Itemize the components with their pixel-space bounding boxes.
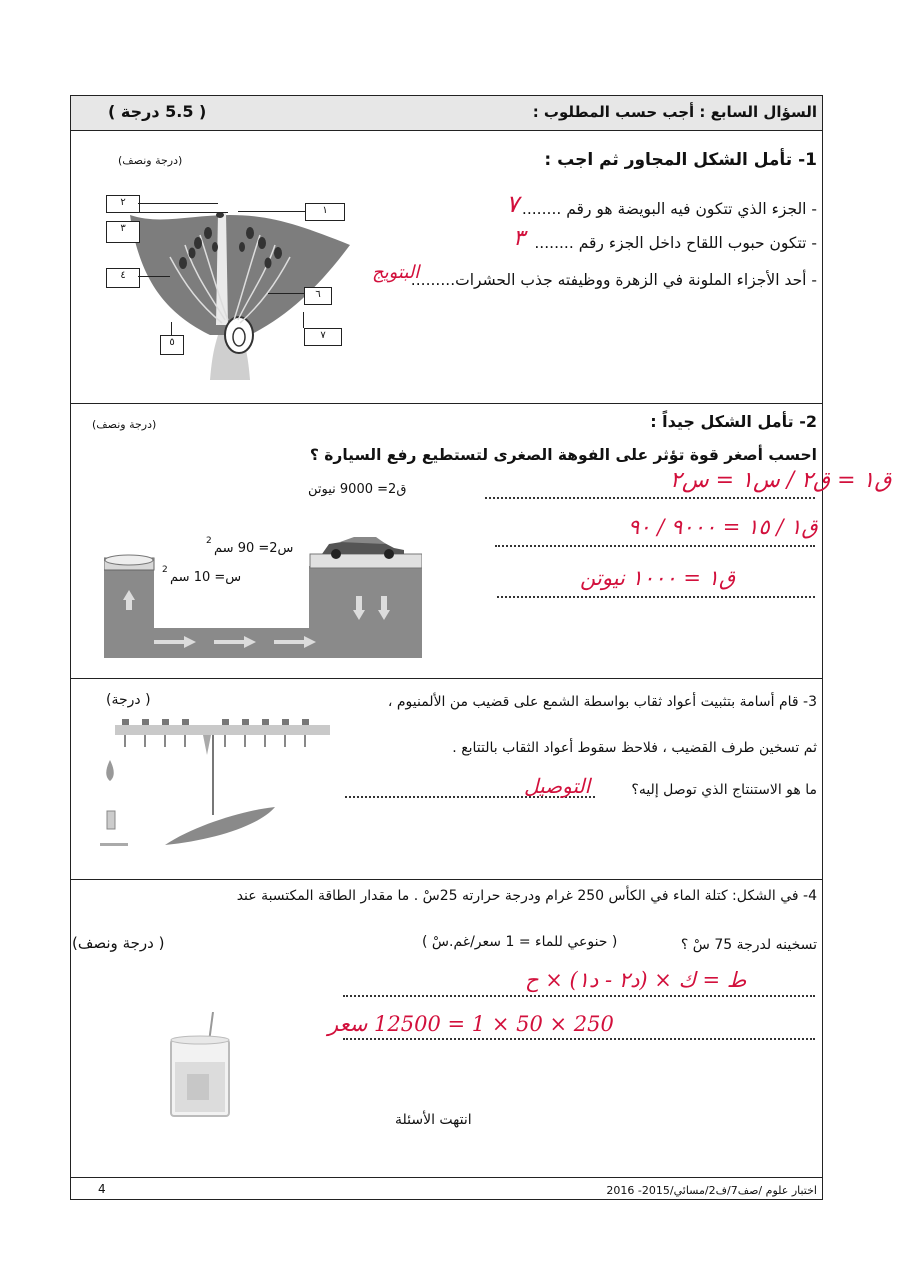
q2-title: 2- تأمل الشكل جيداً : bbox=[650, 412, 817, 431]
q2-work-1: ق١ = ق٢ / س١ = س٢ bbox=[670, 468, 892, 493]
q2-force-label: ق2= 9000 نيوتن bbox=[308, 482, 407, 497]
diagram-label-3: ٣ bbox=[106, 221, 140, 243]
answer-line bbox=[495, 545, 815, 547]
leader-line bbox=[171, 322, 172, 335]
leader-line bbox=[138, 203, 218, 204]
q2-area-big-exponent: 2 bbox=[206, 536, 212, 546]
leader-line bbox=[268, 293, 304, 294]
q1-line-1: - الجزء الذي تتكون فيه البويضة هو رقم ........ bbox=[521, 200, 817, 218]
divider bbox=[70, 1177, 823, 1178]
page-number: 4 bbox=[98, 1182, 106, 1196]
q4-text-1: 4- في الشكل: كتلة الماء في الكأس 250 غرام ودرجة حرارته 25سْ . ما مقدار الطاقة المكتسبة عند bbox=[236, 888, 817, 904]
diagram-label-1: ١ bbox=[305, 203, 345, 221]
q2-work-2: ق١ / ١٥ = ٩٠٠٠ / ٩٠ bbox=[628, 515, 818, 539]
leader-line bbox=[138, 212, 228, 213]
answer-line bbox=[485, 497, 815, 499]
diagram-label-4: ٤ bbox=[106, 268, 140, 288]
q2-work-3: ق١ = ١٠٠٠ نيوتن bbox=[580, 566, 736, 590]
leader-line bbox=[138, 276, 170, 277]
divider bbox=[70, 879, 823, 880]
diagram-label-7: ٧ bbox=[304, 328, 342, 346]
q3-points: ( درجة) bbox=[106, 692, 151, 708]
end-of-questions: انتهت الأسئلة bbox=[395, 1112, 472, 1128]
q1-line-3: - أحد الأجزاء الملونة في الزهرة ووظيفته جذب الحشرات......... bbox=[410, 271, 817, 289]
divider bbox=[70, 403, 823, 404]
q2-area-small-exponent: 2 bbox=[162, 565, 168, 575]
q1-line-2: - تتكون حبوب اللقاح داخل الجزء رقم ........ bbox=[534, 234, 817, 252]
q1-answer-2: ٣ bbox=[513, 226, 525, 251]
q1-points: (درجة ونصف) bbox=[118, 154, 183, 167]
q1-title: 1- تأمل الشكل المجاور ثم اجب : bbox=[544, 150, 817, 170]
q4-points: ( درجة ونصف) bbox=[72, 934, 165, 952]
q4-text-2: تسخينه لدرجة 75 سْ ؟ bbox=[680, 937, 817, 953]
q3-question: ما هو الاستنتاج الذي توصل إليه؟ bbox=[631, 782, 817, 798]
q3-text-2: ثم تسخين طرف القضيب ، فلاحظ سقوط أعواد الثقاب بالتتابع . bbox=[452, 740, 817, 756]
q3-answer: التوصيل bbox=[524, 774, 591, 798]
q1-answer-1: ٧ bbox=[506, 190, 519, 218]
footer-exam-info: اختبار علوم /صف7/ف2/مسائي/2015- 2016 bbox=[606, 1184, 817, 1197]
q4-hint: ( حنوعي للماء = 1 سعر/غم.سْ ) bbox=[422, 934, 618, 950]
divider bbox=[70, 130, 823, 131]
q2-area-small: س= 10 سم bbox=[170, 570, 242, 585]
q1-answer-3: البتويج bbox=[372, 262, 420, 283]
answer-line bbox=[343, 1038, 815, 1040]
q2-area-big: س2= 90 سم bbox=[214, 541, 294, 556]
q2-points: (درجة ونصف) bbox=[92, 418, 157, 431]
answer-line bbox=[343, 995, 815, 997]
diagram-label-2: ٢ bbox=[106, 195, 140, 213]
diagram-label-6: ٦ bbox=[304, 287, 332, 305]
leader-line bbox=[238, 211, 305, 212]
q3-text-1: 3- قام أسامة بتثبيت أعواد ثقاب بواسطة الشمع على قضيب من الألمنيوم ، bbox=[387, 694, 817, 710]
section-score: ( 5.5 درجة ) bbox=[108, 102, 207, 121]
diagram-label-5: ٥ bbox=[160, 335, 184, 355]
q4-work-2: 250 × 50 × 1 = 12500 سعر bbox=[328, 1012, 614, 1036]
q2-question: احسب أصغر قوة تؤثر على الفوهة الصغرى لتستطيع رفع السيارة ؟ bbox=[309, 446, 817, 464]
rod-experiment-diagram bbox=[95, 715, 350, 865]
leader-line bbox=[303, 312, 304, 328]
divider bbox=[70, 678, 823, 679]
q4-work-1: ط = ك × (د٢ - د١) × ح bbox=[525, 968, 747, 992]
answer-line bbox=[497, 596, 815, 598]
beaker-diagram bbox=[165, 1012, 240, 1122]
section-title: السؤال السابع : أجب حسب المطلوب : bbox=[532, 103, 817, 121]
